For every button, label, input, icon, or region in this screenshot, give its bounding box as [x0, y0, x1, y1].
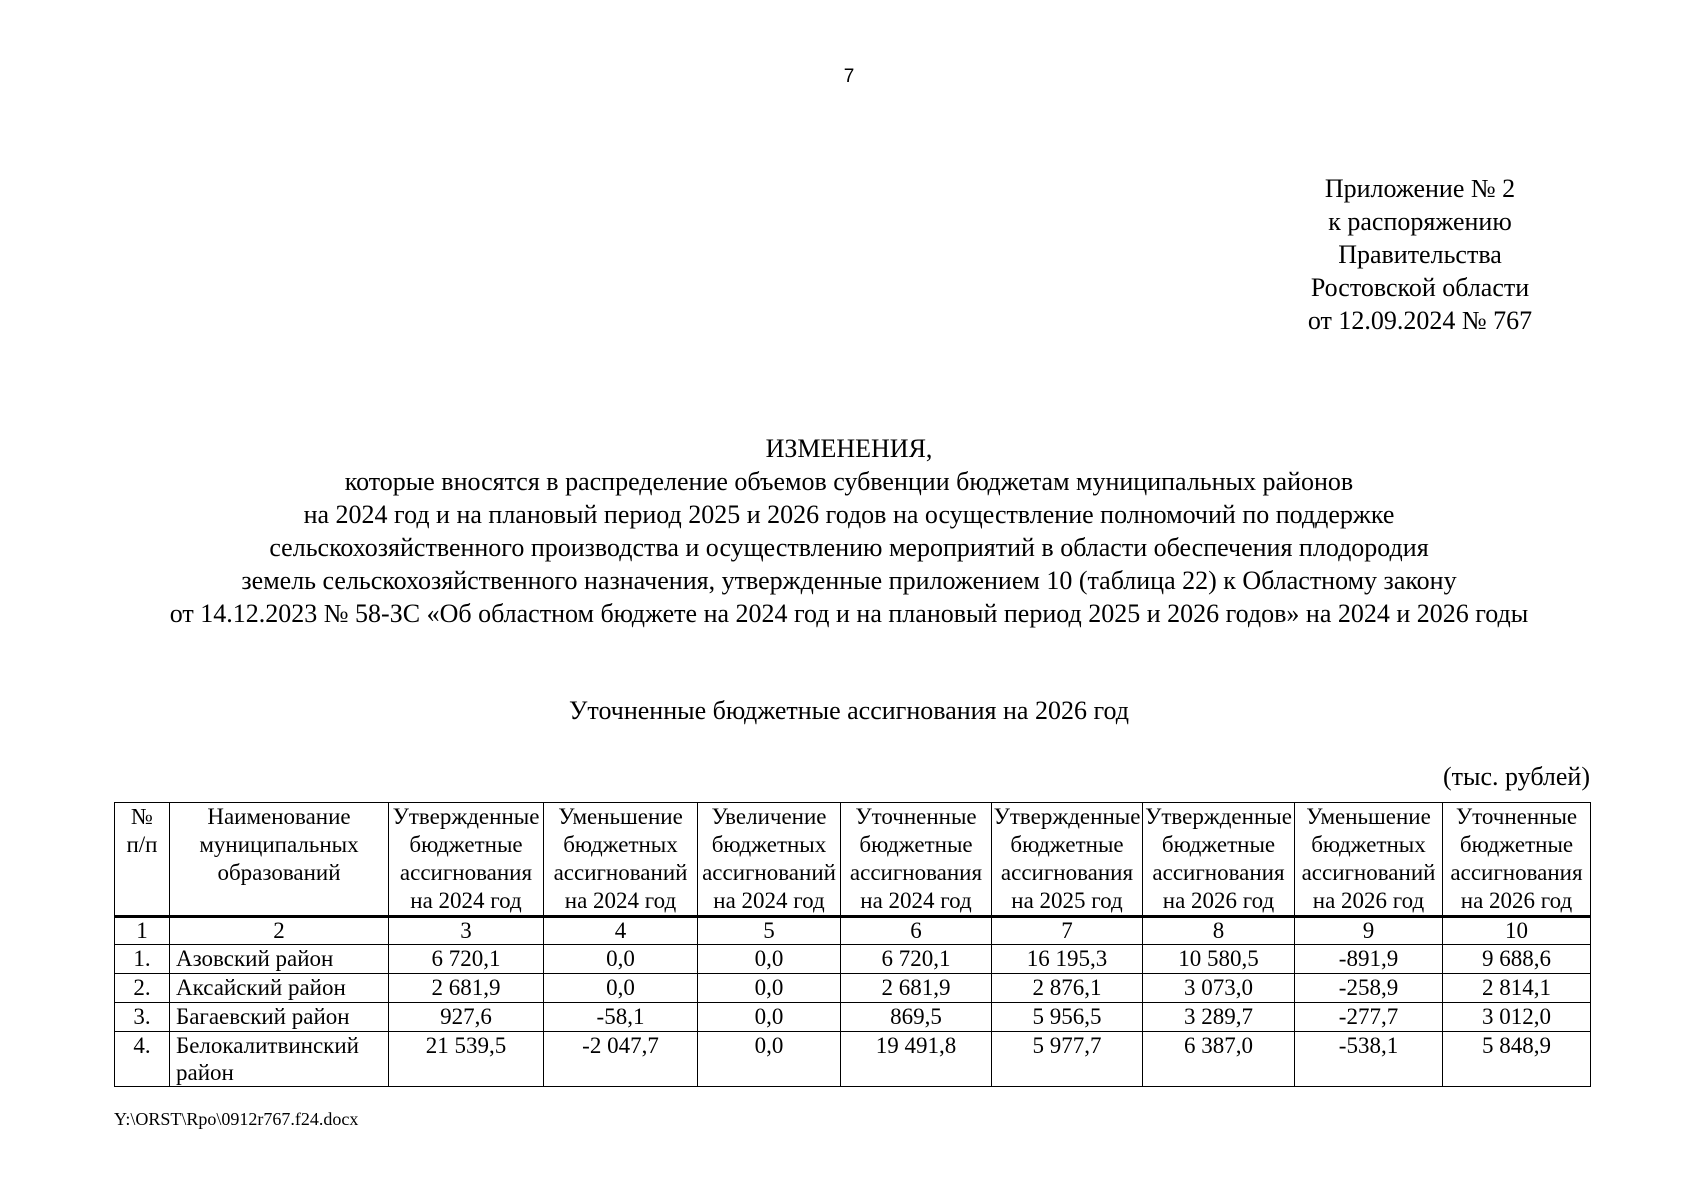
heading-line: земель сельскохозяйственного назначения, утвержденные приложением 10 (таблица 22) к Областному закону	[241, 566, 1457, 595]
file-path-footer: Y:\ORST\Rpo\0912r767.f24.docx	[114, 1109, 359, 1129]
header-cell: Утвержденные бюджетные ассигнования на 2026 год	[1143, 803, 1295, 917]
cell-value: 19 491,8	[841, 1032, 992, 1087]
cell-value: -277,7	[1295, 1003, 1443, 1032]
heading-line: которые вносятся в распределение объемов субвенции бюджетам муниципальных районов	[344, 467, 1354, 496]
cell-value: -891,9	[1295, 945, 1443, 974]
header-cell: Уточненные бюджетные ассигнования на 2026 год	[1443, 803, 1591, 917]
column-number: 8	[1143, 917, 1295, 945]
units-label: (тыс. рублей)	[1442, 762, 1590, 791]
column-number: 6	[841, 917, 992, 945]
header-cell: Уменьшение бюджетных ассигнований на 2026 год	[1295, 803, 1443, 917]
cell-value: -538,1	[1295, 1032, 1443, 1087]
budget-table	[114, 802, 1591, 1087]
document-heading	[0, 432, 1698, 630]
cell-value: 3 073,0	[1143, 974, 1295, 1003]
column-number: 1	[115, 917, 170, 945]
heading-title: ИЗМЕНЕНИЯ,	[765, 434, 933, 463]
header-cell: Наименование муниципальных образований	[170, 803, 389, 917]
cell-value: 5 956,5	[992, 1003, 1143, 1032]
cell-value: 10 580,5	[1143, 945, 1295, 974]
cell-value: 927,6	[389, 1003, 544, 1032]
municipality-name: Белокалитвинский район	[170, 1032, 389, 1087]
cell-value: 2 814,1	[1443, 974, 1591, 1003]
column-number: 7	[992, 917, 1143, 945]
cell-value: 0,0	[544, 974, 698, 1003]
header-cell: Уменьшение бюджетных ассигнований на 2024 год	[544, 803, 698, 917]
header-cell: Уточненные бюджетные ассигнования на 2024 год	[841, 803, 992, 917]
cell-value: -258,9	[1295, 974, 1443, 1003]
row-number: 3.	[115, 1003, 170, 1032]
heading-line: сельскохозяйственного производства и осуществлению мероприятий в области обеспечения плодородия	[269, 533, 1429, 562]
cell-value: 6 720,1	[389, 945, 544, 974]
cell-value: 0,0	[698, 945, 841, 974]
heading-line: от 14.12.2023 № 58-ЗС «Об областном бюджете на 2024 год и на плановый период 2025 и 2026 годов» на 2024 и 2026 годы	[169, 599, 1529, 628]
cell-value: 2 876,1	[992, 974, 1143, 1003]
table-row	[115, 1003, 1591, 1032]
cell-value: 6 387,0	[1143, 1032, 1295, 1087]
column-number-row	[115, 917, 1591, 945]
header-cell: Утвержденные бюджетные ассигнования на 2025 год	[992, 803, 1143, 917]
header-cell: Утвержденные бюджетные ассигнования на 2024 год	[389, 803, 544, 917]
municipality-name: Азовский район	[170, 945, 389, 974]
table-row	[115, 945, 1591, 974]
row-number: 1.	[115, 945, 170, 974]
appendix-line: Ростовской области	[1310, 273, 1530, 302]
row-number: 2.	[115, 974, 170, 1003]
table-header-row	[115, 803, 1591, 917]
municipality-name: Аксайский район	[170, 974, 389, 1003]
cell-value: 2 681,9	[389, 974, 544, 1003]
column-number: 10	[1443, 917, 1591, 945]
appendix-block	[1255, 172, 1585, 337]
cell-value: 5 848,9	[1443, 1032, 1591, 1087]
table-subheading: Уточненные бюджетные ассигнования на 2026 год	[569, 696, 1129, 725]
header-cell: Увеличение бюджетных ассигнований на 2024 год	[698, 803, 841, 917]
page-number: 7	[843, 66, 855, 87]
column-number: 2	[170, 917, 389, 945]
cell-value: -2 047,7	[544, 1032, 698, 1087]
row-number: 4.	[115, 1032, 170, 1087]
table-row	[115, 1032, 1591, 1087]
column-number: 9	[1295, 917, 1443, 945]
cell-value: 0,0	[698, 1032, 841, 1087]
cell-value: 3 012,0	[1443, 1003, 1591, 1032]
municipality-name: Багаевский район	[170, 1003, 389, 1032]
cell-value: 0,0	[698, 974, 841, 1003]
cell-value: 869,5	[841, 1003, 992, 1032]
header-cell: № п/п	[115, 803, 170, 917]
cell-value: -58,1	[544, 1003, 698, 1032]
cell-value: 0,0	[544, 945, 698, 974]
cell-value: 16 195,3	[992, 945, 1143, 974]
appendix-line: к распоряжению	[1328, 207, 1512, 236]
column-number: 4	[544, 917, 698, 945]
column-number: 3	[389, 917, 544, 945]
table-row	[115, 974, 1591, 1003]
cell-value: 6 720,1	[841, 945, 992, 974]
column-number: 5	[698, 917, 841, 945]
cell-value: 3 289,7	[1143, 1003, 1295, 1032]
cell-value: 2 681,9	[841, 974, 992, 1003]
cell-value: 9 688,6	[1443, 945, 1591, 974]
appendix-line: Правительства	[1338, 240, 1502, 269]
appendix-line: Приложение № 2	[1324, 174, 1516, 203]
appendix-line: от 12.09.2024 № 767	[1307, 306, 1533, 335]
heading-line: на 2024 год и на плановый период 2025 и 2026 годов на осуществление полномочий по поддержке	[303, 500, 1395, 529]
cell-value: 21 539,5	[389, 1032, 544, 1087]
cell-value: 0,0	[698, 1003, 841, 1032]
cell-value: 5 977,7	[992, 1032, 1143, 1087]
